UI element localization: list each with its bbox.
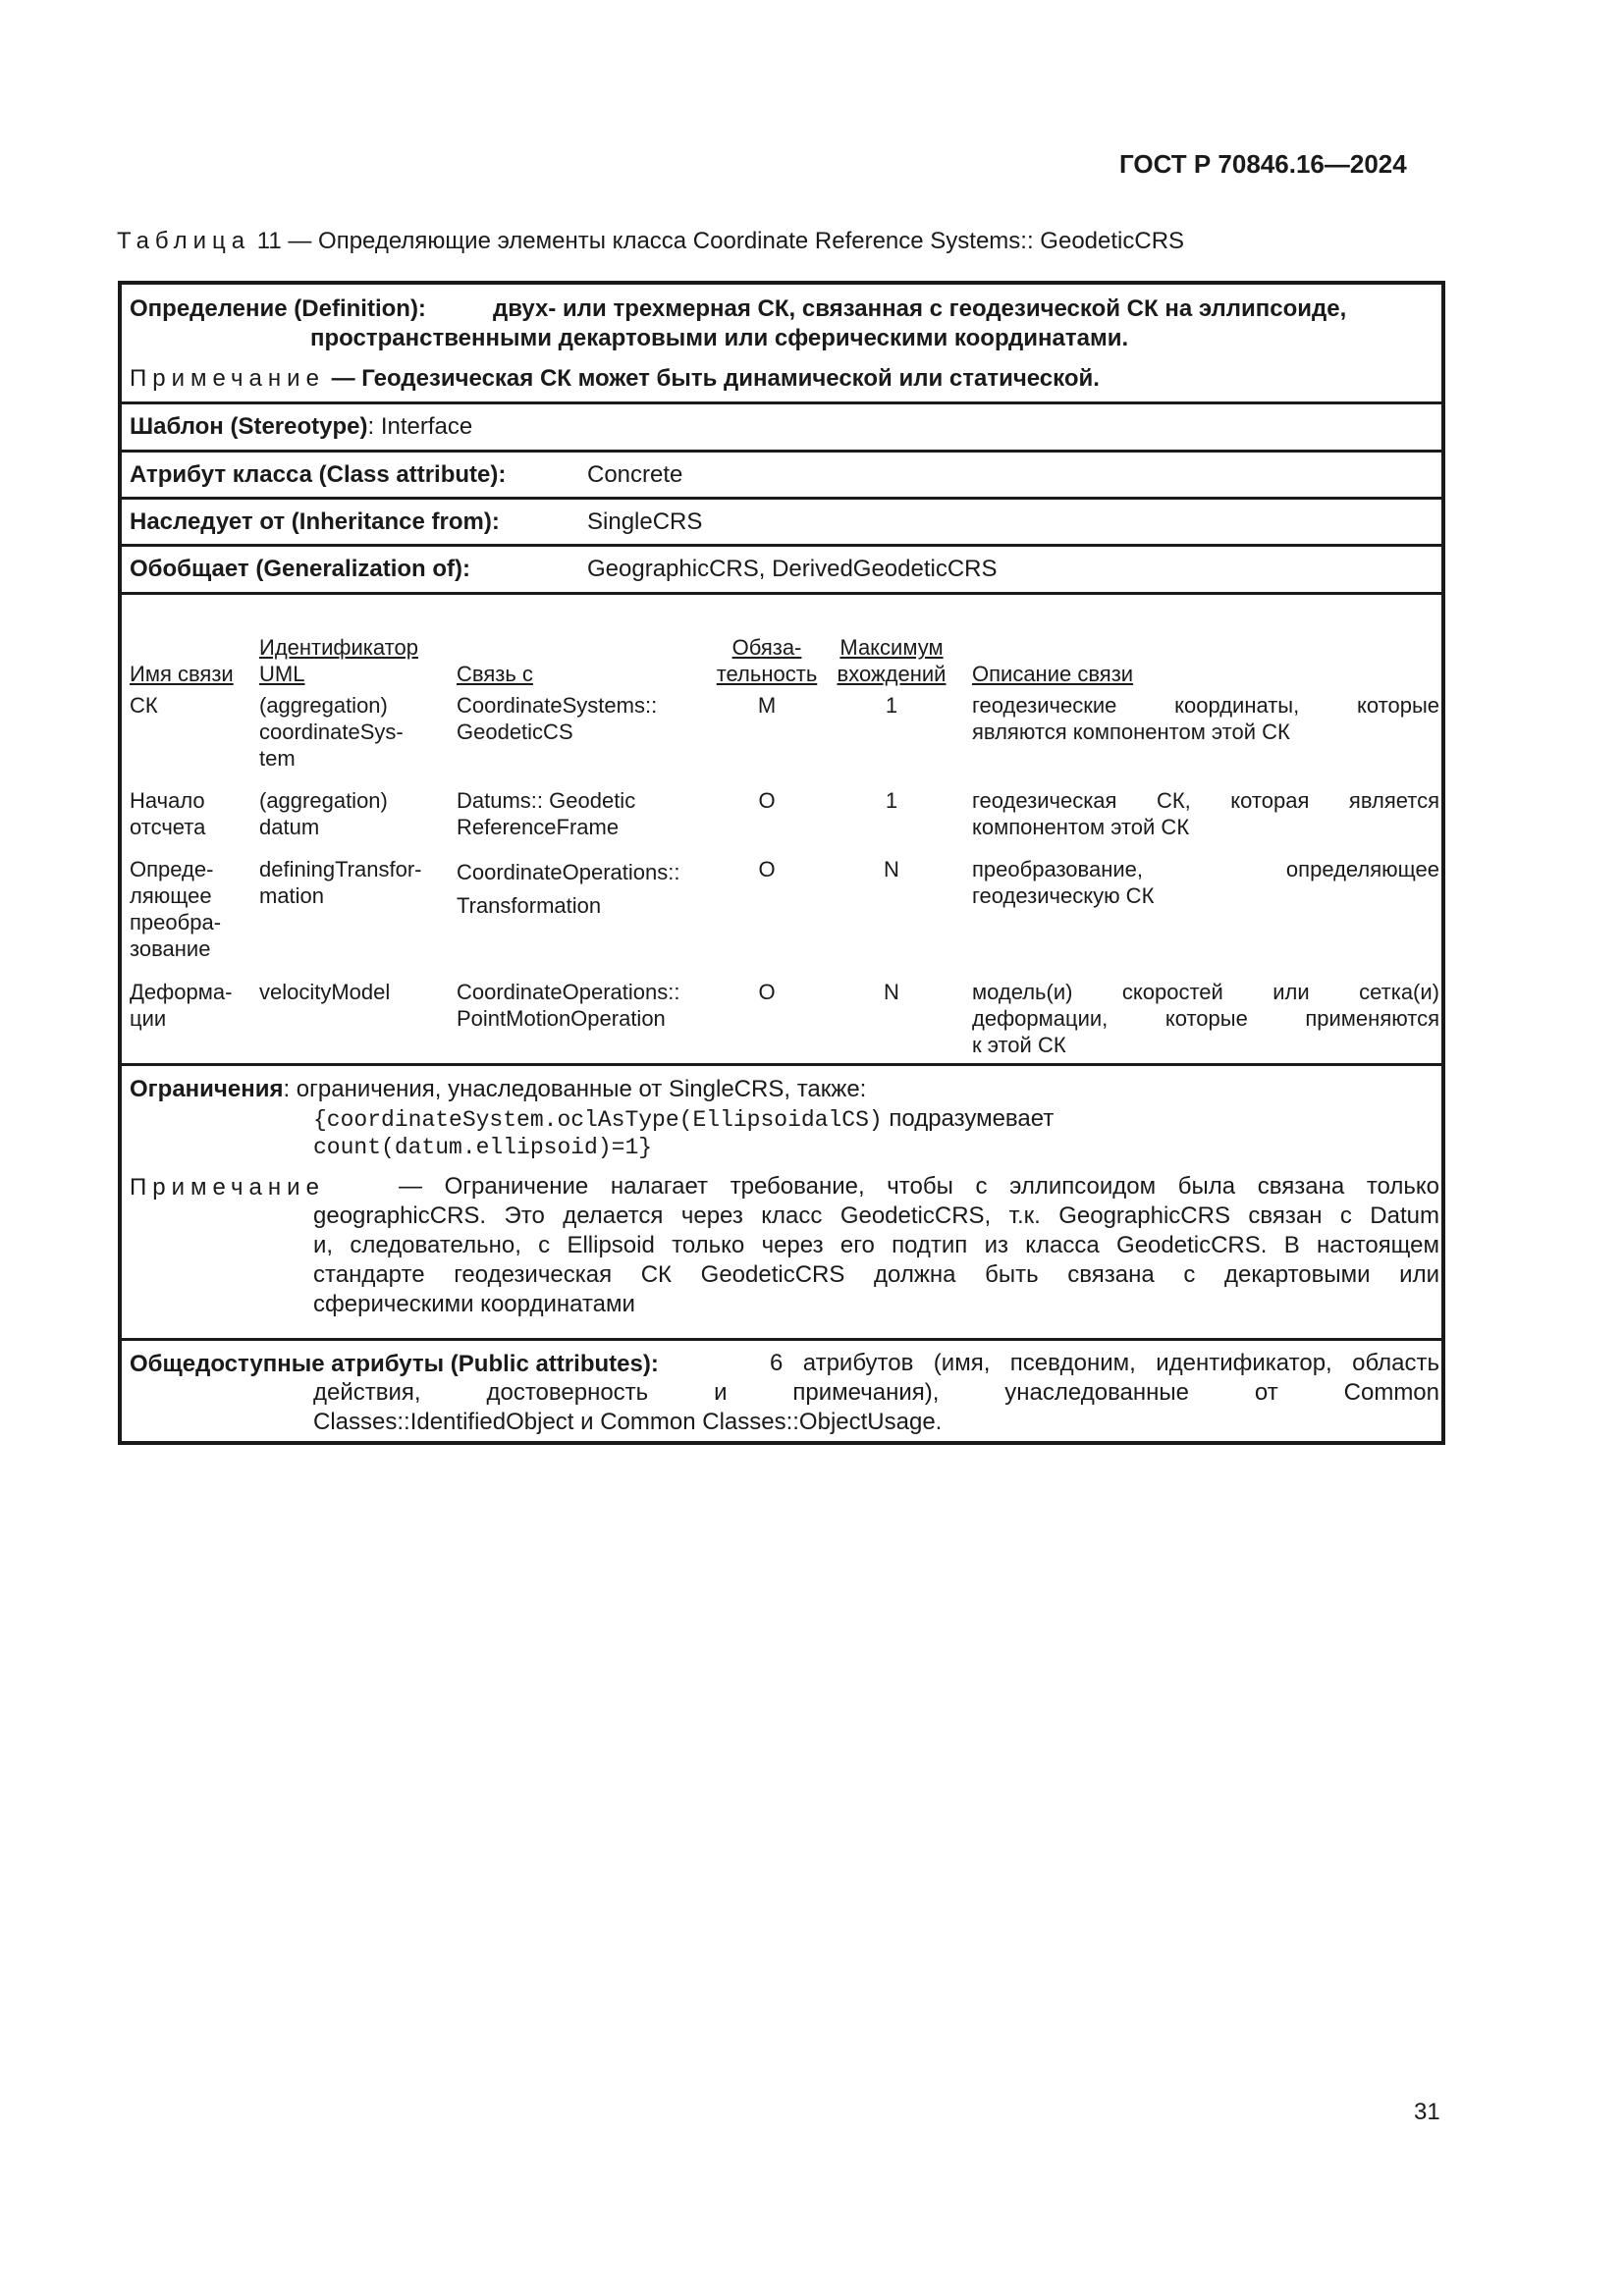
assoc-description-line: являются компонентом этой СК [972,720,1290,744]
assoc-uml-cell [259,856,451,909]
constraints-note-label [130,1174,325,1201]
assoc-link-line: CoordinateOperations:: [457,860,680,884]
assoc-uml-line: (aggregation) [259,693,388,718]
table-caption-prefix: Таблица [117,228,251,254]
assoc-name-cell [130,692,255,719]
constraint-expression: {coordinateSystem.oclAsType(EllipsoidalCS) [313,1107,883,1133]
header-uml-id-line1: Идентификатор [259,635,418,660]
constraint-code-line2: count(datum.ellipsoid)=1} [313,1135,653,1160]
assoc-max-occurs: N [884,857,899,881]
assoc-description-line: модель(и) скоростей или сетка(и) [972,980,1439,1004]
constraint-implies-word: подразумевает [889,1105,1055,1132]
assoc-uml-line: coordinateSys- [259,720,404,744]
stereotype-row [122,404,1441,453]
assoc-description-cell [972,979,1439,1058]
assoc-link-cell [457,692,702,745]
standard-designation: ГОСТ Р 70846.16—2024 [1119,149,1407,179]
inheritance-value: SingleCRS [587,508,703,535]
definition-label: Определение (Definition): [130,295,426,322]
assoc-name-cell [130,979,255,1032]
stereotype [130,413,472,441]
constraints-note-line5: сферическими координатами [313,1291,635,1317]
assoc-link-line: CoordinateOperations:: [457,980,680,1004]
assoc-max-occurs: N [884,980,899,1004]
definition-row [122,285,1441,404]
assoc-uml-cell [259,787,451,840]
assoc-name-line: Деформа- [130,980,233,1004]
definition-text-line1: двух- или трехмерная СК, связанная с геодезической СК на эллипсоиде, [493,295,1347,322]
assoc-name-line: СК [130,693,158,718]
assoc-description-line: деформации, которые применяются [972,1006,1439,1031]
stereotype-value: : Interface [367,413,473,440]
assoc-name-line: отсчета [130,815,206,839]
assoc-max-occurs: 1 [885,693,898,718]
constraint-code-line1 [313,1105,1054,1133]
header-uml-id-line2: UML [259,662,305,686]
header-obligation-line2: тельность [716,662,818,686]
inheritance-row [122,500,1441,547]
generalization-value: GeographicCRS, DerivedGeodeticCRS [587,556,998,582]
constraints-heading [130,1076,866,1103]
assoc-obligation: M [757,693,777,718]
assoc-name-line: Опреде- [130,857,214,881]
assoc-name-line: Начало [130,788,205,813]
assoc-link-line: Datums:: Geodetic [457,788,636,813]
constraints-text: : ограничения, унаследованные от SingleCRS, также: [283,1076,867,1102]
assoc-name-line: ляющее [130,883,212,908]
assoc-max-occurs: 1 [885,788,898,813]
constraints-note-line2: geographicCRS. Это делается через класс GeodeticCRS, т.к. GeographicCRS связан с Datum [313,1202,1439,1229]
assoc-obligation: O [758,788,776,813]
associations-row [122,595,1441,1066]
public-attributes-line1: 6 атрибутов (имя, псевдоним, идентификатор, область [770,1350,1439,1376]
header-max-occurs-line1: Максимум [839,635,944,660]
definition-note-label: Примечание [130,365,325,392]
assoc-link-cell [457,787,702,840]
assoc-description-cell [972,856,1439,909]
assoc-description-line: геодезические координаты, которые [972,693,1439,718]
header-max-occurs-line2: вхождений [837,662,947,686]
assoc-uml-line: datum [259,815,320,839]
generalization-label: Обобщает (Generalization of): [130,556,470,582]
assoc-obligation: O [758,980,776,1004]
constraints-note-line4: стандарте геодезическая СК GeodeticCRS должна быть связана с декартовыми или [313,1261,1439,1288]
assoc-description-line: геодезическая СК, которая является [972,788,1439,813]
assoc-uml-line: mation [259,883,325,908]
class-attribute-row [122,453,1441,500]
assoc-description-cell [972,787,1439,840]
assoc-name-line: зование [130,936,211,961]
class-attribute-value: Concrete [587,461,683,488]
header-description: Описание связи [972,662,1134,686]
assoc-description-line: к этой СК [972,1033,1066,1057]
assoc-obligation: O [758,857,776,881]
assoc-link-line: ReferenceFrame [457,815,620,839]
constraints-label: Ограничения [130,1076,284,1102]
public-attributes-row [122,1341,1441,1441]
assoc-name-line: преобра- [130,910,222,934]
assoc-uml-line: tem [259,746,296,771]
assoc-name-cell [130,787,255,840]
assoc-link-cell [457,979,702,1032]
assoc-description-line: компонентом этой СК [972,815,1190,839]
class-definition-table [118,281,1445,1445]
constraints-row [122,1066,1441,1341]
assoc-description-line: преобразование, определяющее [972,857,1439,881]
table-caption-text: 11 — Определяющие элементы класса Coordinate Reference Systems:: GeodeticCRS [256,228,1185,254]
public-attributes-label: Общедоступные атрибуты (Public attributes): [130,1351,659,1377]
constraints-note-label-text: Примечание [130,1174,325,1201]
table-caption [117,228,1184,255]
assoc-link-line: PointMotionOperation [457,1006,666,1031]
assoc-uml-line: (aggregation) [259,788,388,813]
assoc-uml-cell [259,692,451,772]
stereotype-label: Шаблон (Stereotype) [130,413,368,440]
constraints-note-line3: и, следовательно, с Ellipsoid только через его подтип из класса GeodeticCRS. В настоящем [313,1232,1439,1258]
constraints-note-line1: — Ограничение налагает требование, чтобы с эллипсоидом была связана только [399,1173,1439,1200]
public-attributes-line2: действия, достоверность и примечания), унаследованные от Common [313,1379,1439,1406]
assoc-description-cell [972,692,1439,745]
header-association-name: Имя связи [130,662,234,686]
generalization-row [122,547,1441,595]
definition-note-text: — Геодезическая СК может быть динамической или статической. [331,365,1100,392]
assoc-link-cell [457,856,702,923]
assoc-uml-line: definingTransfor- [259,857,422,881]
definition-note [130,365,1100,393]
definition-text-line2: пространственными декартовыми или сферическими координатами. [310,325,1129,351]
page-number: 31 [1414,2099,1440,2125]
assoc-link-line: Transformation [457,893,602,918]
public-attributes-line3: Classes::IdentifiedObject и Common Classes::ObjectUsage. [313,1409,943,1435]
assoc-name-line: ции [130,1006,167,1031]
assoc-description-line: геодезическую СК [972,883,1155,908]
assoc-name-cell [130,856,255,962]
header-link: Связь с [457,662,533,686]
assoc-link-line: CoordinateSystems:: [457,693,658,718]
assoc-uml-cell [259,979,451,1005]
header-obligation-line1: Обяза- [731,635,802,660]
assoc-uml-line: velocityModel [259,980,391,1004]
assoc-link-line: GeodeticCS [457,720,573,744]
inheritance-label: Наследует от (Inheritance from): [130,508,500,535]
class-attribute-label: Атрибут класса (Class attribute): [130,461,507,488]
